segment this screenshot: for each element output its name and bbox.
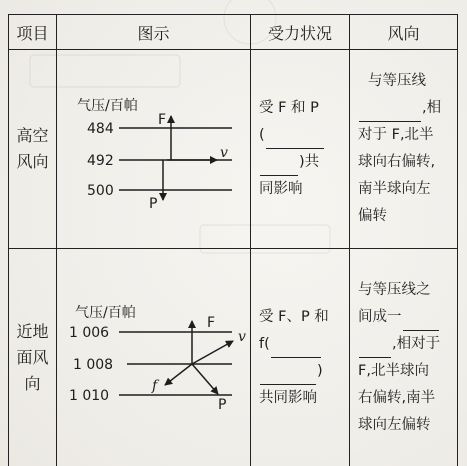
- upper-wind-cell: [350, 50, 458, 249]
- lower-force-line: 共同影响: [259, 390, 317, 406]
- header-wind: 风向: [350, 15, 458, 50]
- lower-force-blank-a: [271, 339, 321, 358]
- lower-force-line: [259, 331, 343, 358]
- upper-force-P-label: P: [149, 196, 158, 212]
- lower-wind-line: 右偏转,南半: [358, 390, 436, 406]
- upper-force-F-label: F: [158, 112, 167, 128]
- near-surface-row: [9, 249, 458, 466]
- lower-force-line: [259, 358, 343, 385]
- upper-force-cell: [251, 50, 350, 249]
- upper-isobar-label: 492: [87, 153, 114, 169]
- upper-wind-fragment: ,相: [422, 100, 442, 116]
- upper-air-diagram-cell: [57, 50, 251, 249]
- lower-force-blank-b: [260, 366, 316, 385]
- upper-wind-line: [358, 95, 451, 122]
- lower-force-P-arrow: [192, 364, 218, 394]
- upper-force-blank-a: [266, 130, 324, 149]
- upper-force-line: 同影响: [259, 181, 303, 197]
- upper-air-label: [9, 50, 57, 249]
- lower-label-line: 近地: [16, 322, 49, 341]
- upper-force-blank-b: [260, 157, 298, 176]
- header-diagram: 图示: [57, 15, 251, 50]
- near-surface-diagram: [57, 249, 251, 463]
- upper-isobar-label: 484: [87, 121, 114, 137]
- lower-isobar-label: 1 006: [69, 325, 110, 341]
- lower-wind-line: [358, 331, 451, 358]
- lower-wind-fragment: ,相对于: [392, 336, 441, 352]
- upper-air-diagram: [57, 50, 251, 244]
- lower-velocity-label: v: [238, 329, 246, 345]
- upper-force-line: 受 F 和 P: [259, 100, 319, 116]
- lower-wind-cell: [350, 249, 458, 466]
- lower-wind-line: [358, 304, 451, 331]
- upper-label-line: 高空: [16, 126, 49, 145]
- upper-velocity-label: v: [220, 145, 228, 161]
- upper-isobar-label: 500: [87, 183, 114, 199]
- lower-force-cell: [251, 249, 350, 466]
- lower-wind-line: 球向左偏转: [358, 417, 431, 433]
- upper-force-paren-close: )共: [299, 154, 320, 170]
- upper-force-paren-open: (: [259, 127, 265, 143]
- header-force: 受力状况: [251, 15, 350, 50]
- lower-label-line: 面风: [16, 348, 49, 367]
- lower-wind-fragment: 间成一: [358, 309, 402, 325]
- header-row: [9, 15, 458, 50]
- scan-edge-mark: [363, 0, 433, 9]
- lower-wind-blank-b: [359, 339, 391, 358]
- lower-wind-line: 与等压线之: [358, 282, 431, 298]
- upper-force-line: [259, 149, 343, 176]
- lower-isobar-label: 1 010: [69, 388, 110, 404]
- near-surface-label: [9, 249, 57, 466]
- lower-pressure-title: 气压/百帕: [75, 305, 136, 321]
- upper-label-line: 风向: [16, 152, 49, 171]
- lower-velocity-arrow: [192, 341, 233, 364]
- lower-force-F-label: F: [207, 315, 216, 331]
- lower-force-line: 受 F、P 和: [259, 309, 329, 325]
- upper-pressure-title: 气压/百帕: [77, 98, 138, 114]
- lower-force-paren-close: ): [317, 363, 323, 379]
- lower-isobar-label: 1 008: [73, 357, 114, 373]
- upper-wind-line: 对于 F,北半: [358, 127, 434, 143]
- upper-wind-line: 与等压线: [368, 73, 426, 89]
- lower-friction-arrow: [165, 364, 192, 385]
- lower-friction-label: f: [152, 378, 158, 394]
- lower-wind-blank-a: [403, 312, 439, 331]
- upper-wind-blank: [359, 103, 421, 122]
- upper-air-row: [9, 50, 458, 249]
- upper-wind-line: 偏转: [358, 208, 387, 224]
- lower-force-paren-open: f(: [259, 336, 270, 352]
- upper-wind-line: 南半球向左: [358, 181, 431, 197]
- header-item: 项目: [9, 15, 57, 50]
- wind-direction-table: [8, 14, 458, 466]
- lower-label-line: 向: [24, 374, 41, 393]
- lower-wind-line: F,北半球向: [358, 363, 429, 379]
- upper-force-line: [259, 122, 343, 149]
- lower-force-P-label: P: [218, 397, 227, 413]
- upper-wind-line: 球向右偏转,: [358, 154, 436, 170]
- near-surface-diagram-cell: [57, 249, 251, 466]
